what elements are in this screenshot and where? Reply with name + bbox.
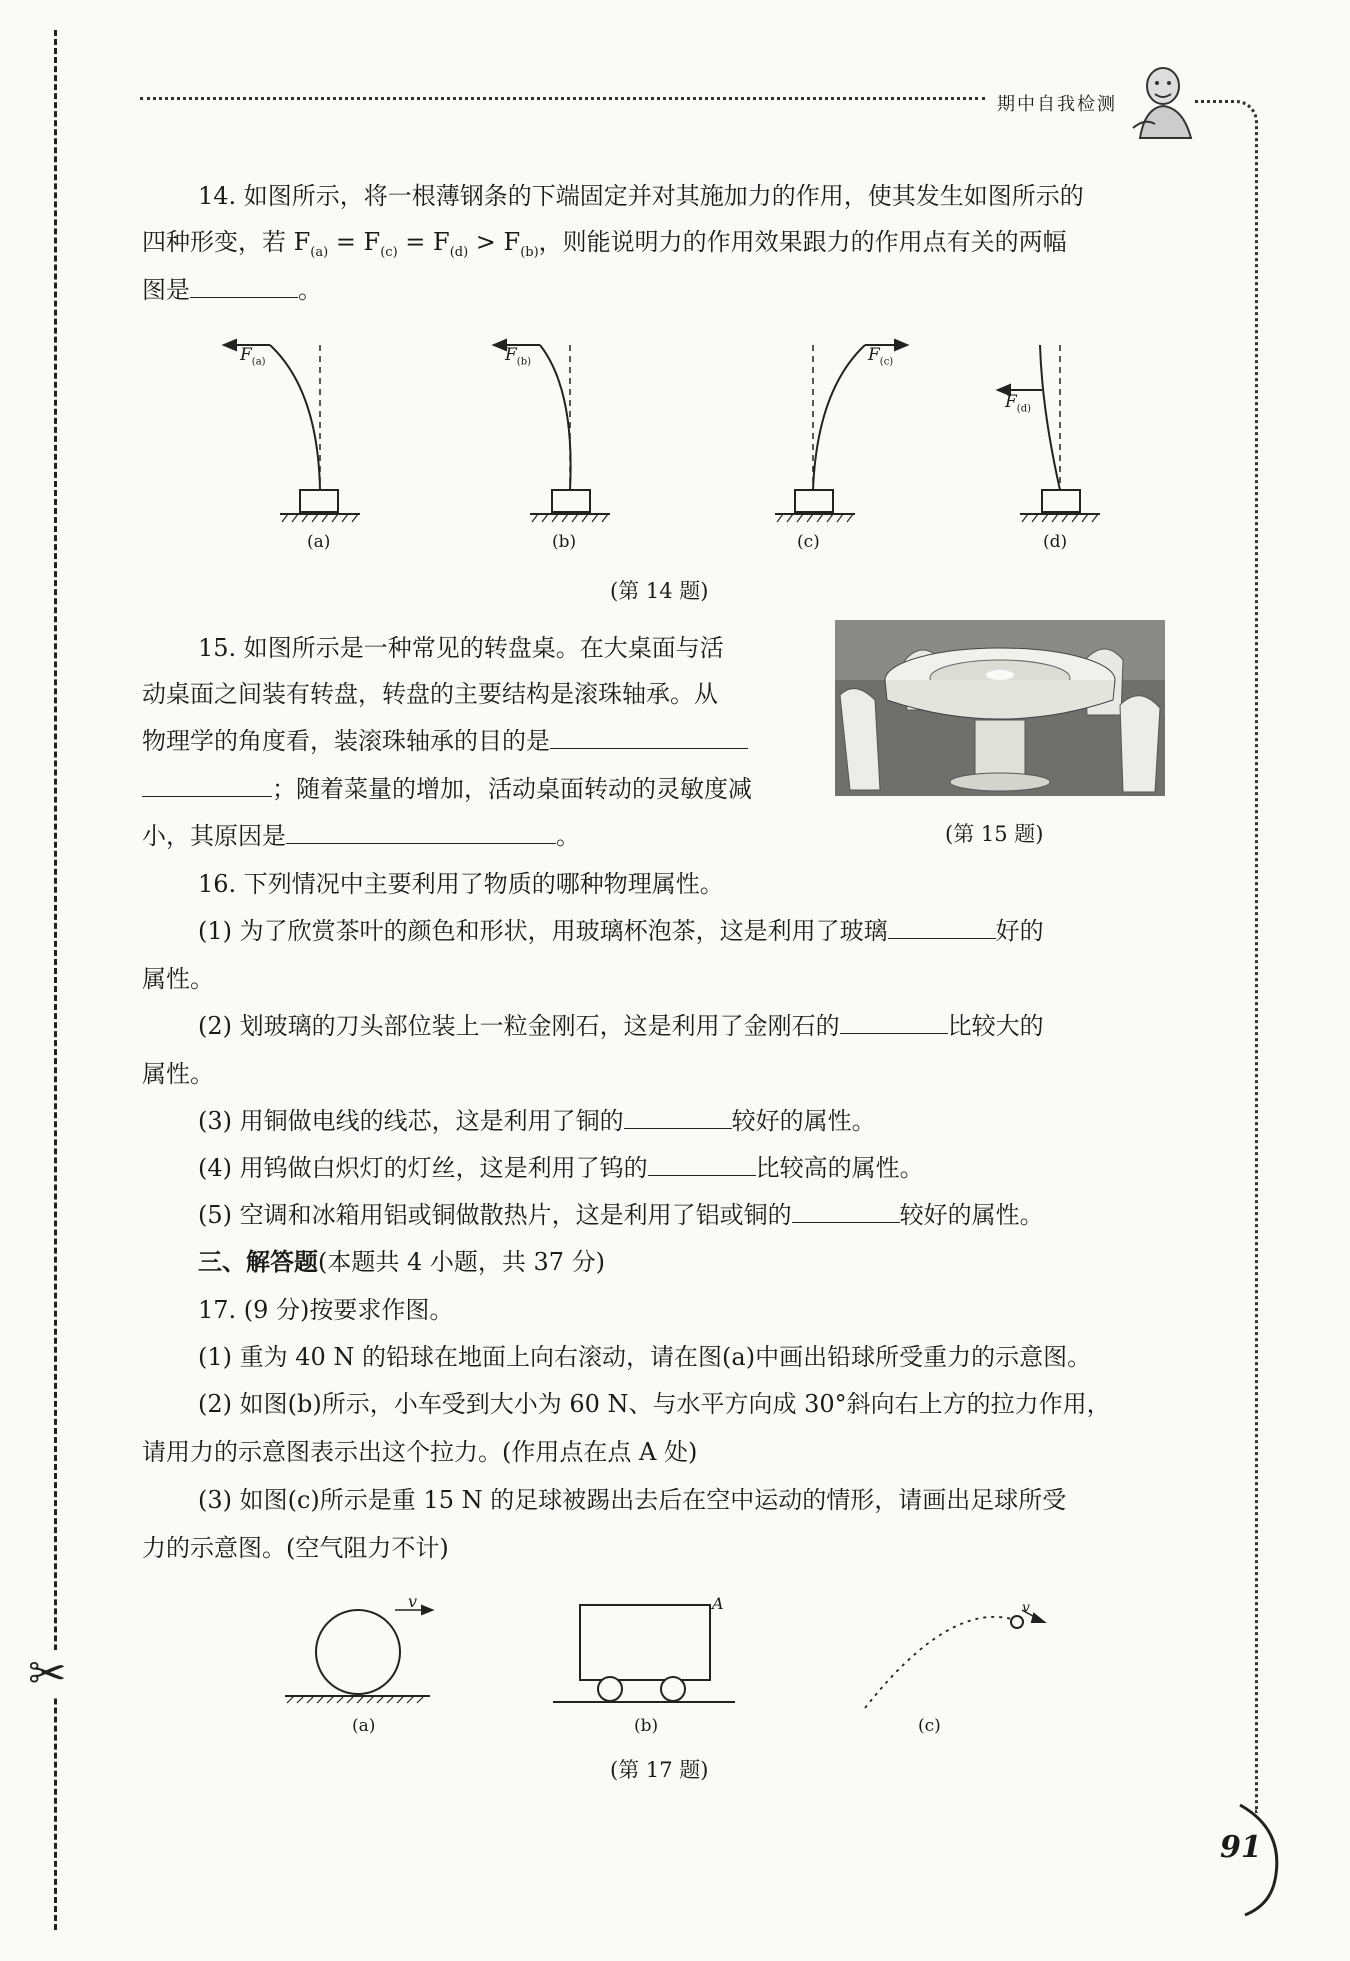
q15-answer-blank-2[interactable] xyxy=(286,817,556,844)
q17-fig-label-c: (c) xyxy=(918,1716,941,1736)
q16-item5: (5) 空调和冰箱用铝或铜做散热片，这是利用了铝或铜的 较好的属性。 xyxy=(198,1191,1044,1239)
q16-title: 16. 下列情况中主要利用了物质的哪种物理属性。 xyxy=(198,870,724,898)
q14-force-label-a: $F_{(a)}$ xyxy=(240,345,266,368)
q17-title: 17. (9 分)按要求作图。 xyxy=(198,1296,454,1324)
q16-blank-3[interactable] xyxy=(624,1102,732,1129)
q15-line5: 小，其原因是 。 xyxy=(142,812,580,860)
q15-line2: 动桌面之间装有转盘，转盘的主要结构是滚珠轴承。从 xyxy=(142,680,718,708)
q17-figure xyxy=(270,1590,1070,1740)
q15-line1: 15. 如图所示是一种常见的转盘桌。在大桌面与活 xyxy=(198,634,724,662)
q16-item2-cont: 属性。 xyxy=(142,1060,214,1088)
q16-blank-5[interactable] xyxy=(792,1196,900,1223)
q17-item1: (1) 重为 40 N 的铅球在地面上向右滚动，请在图(a)中画出铅球所受重力的示意图。 xyxy=(198,1343,1092,1371)
q17-fig-b-point-label: A xyxy=(712,1594,724,1613)
header-title: 期中自我检测 xyxy=(997,94,1117,115)
cut-line xyxy=(54,30,57,1930)
q17-fig-b-cart xyxy=(553,1605,735,1702)
q17-caption: (第 17 题) xyxy=(610,1758,709,1782)
q17-fig-c-velocity-label: v xyxy=(1022,1600,1030,1616)
q14-fig-label-a: (a) xyxy=(307,532,331,552)
q17-fig-a-velocity-label: v xyxy=(408,1592,418,1611)
q14-force-label-d: $F_{(d)}$ xyxy=(1005,392,1032,415)
q14-force-label-b: $F_{(b)}$ xyxy=(505,345,532,368)
q16-item3: (3) 用铜做电线的线芯，这是利用了铜的 较好的属性。 xyxy=(198,1097,876,1145)
page-frame xyxy=(1195,100,1258,1813)
q16-item1-cont: 属性。 xyxy=(142,965,214,993)
q16-blank-4[interactable] xyxy=(648,1149,756,1176)
q15-line3: 物理学的角度看，装滚珠轴承的目的是 xyxy=(142,717,748,765)
q17-item2-line1: (2) 如图(b)所示，小车受到大小为 60 N、与水平方向成 30°斜向右上方的拉力作用， xyxy=(198,1390,1111,1418)
q15-turntable-photo xyxy=(835,620,1165,796)
q16-item1: (1) 为了欣赏茶叶的颜色和形状，用玻璃杯泡茶，这是利用了玻璃 好的 xyxy=(198,907,1044,955)
q17-item3-line1: (3) 如图(c)所示是重 15 N 的足球被踢出去后在空中运动的情形，请画出足球所受 xyxy=(198,1486,1067,1514)
q14-force-label-c: $F_{(c)}$ xyxy=(868,345,894,368)
page-number: 91 xyxy=(1220,1830,1262,1865)
q16-item4: (4) 用钨做白炽灯的灯丝，这是利用了钨的 比较高的属性。 xyxy=(198,1144,924,1192)
q14-caption: (第 14 题) xyxy=(610,579,709,603)
q14-line2: 四种形变，若 $F_{(a)} = F_{(c)} = F_{(d)} > F_{(b)}$，则能说明力的作用效果跟力的作用点有关的两幅 xyxy=(142,228,1067,260)
q17-fig-label-b: (b) xyxy=(634,1716,659,1736)
q17-item3-line2: 力的示意图。(空气阻力不计) xyxy=(142,1534,449,1562)
q14-fig-label-d: (d) xyxy=(1043,532,1068,552)
scissors-icon: ✂ xyxy=(28,1646,67,1700)
q15-answer-blank-1b[interactable] xyxy=(142,770,272,797)
q14-fig-label-b: (b) xyxy=(552,532,577,552)
q14-line1: 14. 如图所示，将一根薄钢条的下端固定并对其施加力的作用，使其发生如图所示的 xyxy=(198,182,1084,210)
q14-fig-d xyxy=(998,345,1100,522)
q14-line3: 图是 。 xyxy=(142,266,322,314)
q17-fig-label-a: (a) xyxy=(352,1716,376,1736)
q14-figure xyxy=(210,330,1110,560)
q15-answer-blank-1[interactable] xyxy=(550,722,748,749)
q15-line4: ；随着菜量的增加，活动桌面转动的灵敏度减 xyxy=(142,765,752,813)
q14-answer-blank[interactable] xyxy=(190,271,298,298)
mascot-icon xyxy=(1125,58,1205,148)
q16-item2: (2) 划玻璃的刀头部位装上一粒金刚石，这是利用了金刚石的 比较大的 xyxy=(198,1002,1044,1050)
q17-fig-c-trajectory xyxy=(865,1610,1044,1708)
header-rule xyxy=(140,97,985,100)
q16-blank-2[interactable] xyxy=(840,1007,948,1034)
q14-fig-label-c: (c) xyxy=(797,532,820,552)
q16-blank-1[interactable] xyxy=(888,912,996,939)
section-3-heading: 三、解答题(本题共 4 小题，共 37 分) xyxy=(198,1248,606,1276)
q15-caption: (第 15 题) xyxy=(945,822,1044,846)
q17-fig-a-ball xyxy=(285,1606,432,1703)
q17-item2-line2: 请用力的示意图表示出这个拉力。(作用点在点 A 处) xyxy=(142,1438,698,1466)
